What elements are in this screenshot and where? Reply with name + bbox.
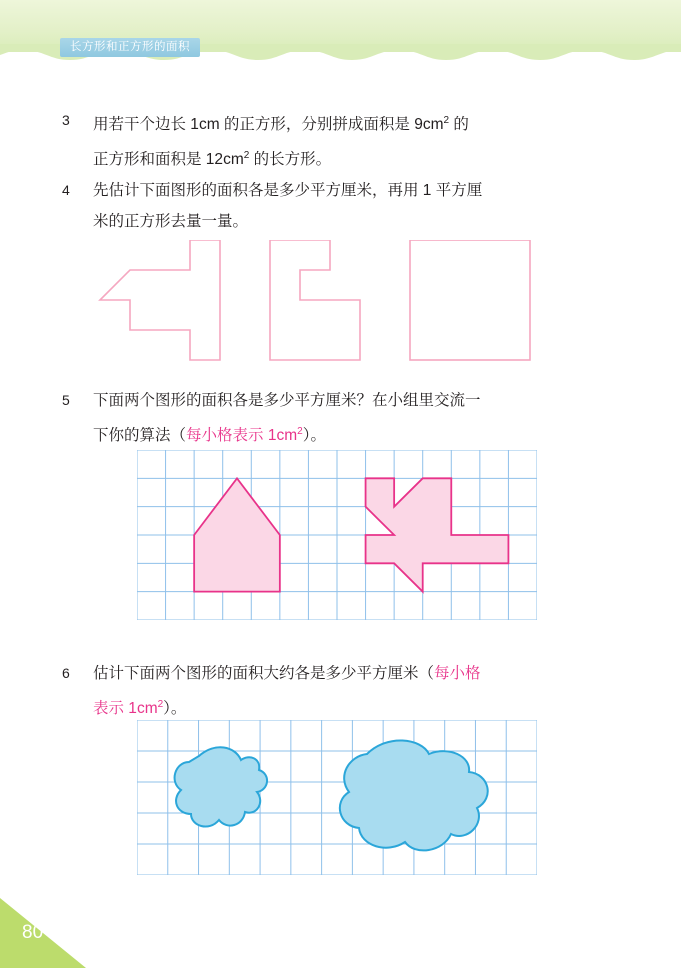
hint-text: 每小格 xyxy=(434,665,481,682)
unit-cm: cm xyxy=(223,151,244,169)
exercise-3-line-2 xyxy=(93,140,613,175)
text-run: 的 xyxy=(449,116,469,134)
exercise-4-line-2: 米的正方形去量一量。 xyxy=(93,213,249,230)
unit-cm: cm xyxy=(136,700,158,718)
exercise-5-grid xyxy=(137,450,537,620)
exercise-3-line-1 xyxy=(93,105,613,140)
text-run: 的正方形，分别拼成面积是 9 xyxy=(219,116,423,134)
exercise-5 xyxy=(62,385,622,451)
exercise-4-figures xyxy=(80,240,550,375)
exercise-6-line-2 xyxy=(93,689,613,724)
square-outline-shape xyxy=(410,240,530,360)
text-run: ）。 xyxy=(163,700,187,718)
exercise-4-shape-group xyxy=(80,240,550,375)
text-run: 用若干个边长 1 xyxy=(93,116,199,134)
exercise-6 xyxy=(62,658,622,724)
hint-text xyxy=(93,700,163,717)
chapter-title-text: 长方形和正方形的面积 xyxy=(70,41,190,53)
exercise-6-grid xyxy=(137,720,537,875)
blob-shape-left xyxy=(175,747,267,826)
superscript-2: 2 xyxy=(157,699,164,710)
exercise-6-line-1 xyxy=(93,658,613,689)
blob-shape-right xyxy=(340,740,488,850)
unit-cm: cm xyxy=(276,427,298,445)
unit-cm: cm xyxy=(198,116,220,134)
superscript-2: 2 xyxy=(443,115,450,126)
exercise-5-grid-figure xyxy=(137,450,537,620)
hint-text xyxy=(186,427,303,444)
exercise-5-line-2 xyxy=(93,416,613,451)
text-run: 的长方形。 xyxy=(249,151,332,169)
exercise-3-number: 3 xyxy=(62,112,70,128)
exercise-6-grid-figure xyxy=(137,720,537,875)
exercise-5-line-1: 下面两个图形的面积各是多少平方厘米？在小组里交流一 xyxy=(93,392,481,409)
exercise-4-line-1: 先估计下面图形的面积各是多少平方厘米，再用 1 平方厘 xyxy=(93,182,483,199)
text-run: ）。 xyxy=(302,427,326,445)
unit-cm-squared xyxy=(223,151,249,168)
house-pentagon-shape xyxy=(194,478,280,591)
exercise-3 xyxy=(62,105,622,175)
cross-like-outline-shape xyxy=(100,240,220,360)
superscript-2: 2 xyxy=(243,150,250,162)
exercise-4 xyxy=(62,175,622,237)
unit-cm-squared xyxy=(276,427,302,444)
text-run: 估计下面两个图形的面积大约各是多少平方厘米（ xyxy=(93,665,435,682)
exercise-6-body xyxy=(93,658,613,724)
arrow-cross-shape xyxy=(366,478,509,591)
unit-cm: cm xyxy=(422,116,444,134)
exercise-6-number: 6 xyxy=(62,665,70,681)
superscript-2: 2 xyxy=(297,426,303,437)
exercise-5-number: 5 xyxy=(62,392,70,408)
exercise-3-body xyxy=(93,105,613,175)
exercise-4-number: 4 xyxy=(62,182,70,198)
text-run: 正方形和面积是 12 xyxy=(93,151,224,169)
exercise-4-body xyxy=(93,175,613,237)
exercise-5-body xyxy=(93,385,613,451)
unit-cm-squared xyxy=(137,700,163,717)
page-number: 80 xyxy=(22,922,44,943)
stepped-outline-shape xyxy=(270,240,360,360)
text-run: 每小格表示 1 xyxy=(186,427,277,445)
text-run: 下你的算法（ xyxy=(93,427,187,445)
text-run: 表示 1 xyxy=(93,700,137,718)
unit-cm-squared xyxy=(423,116,449,133)
